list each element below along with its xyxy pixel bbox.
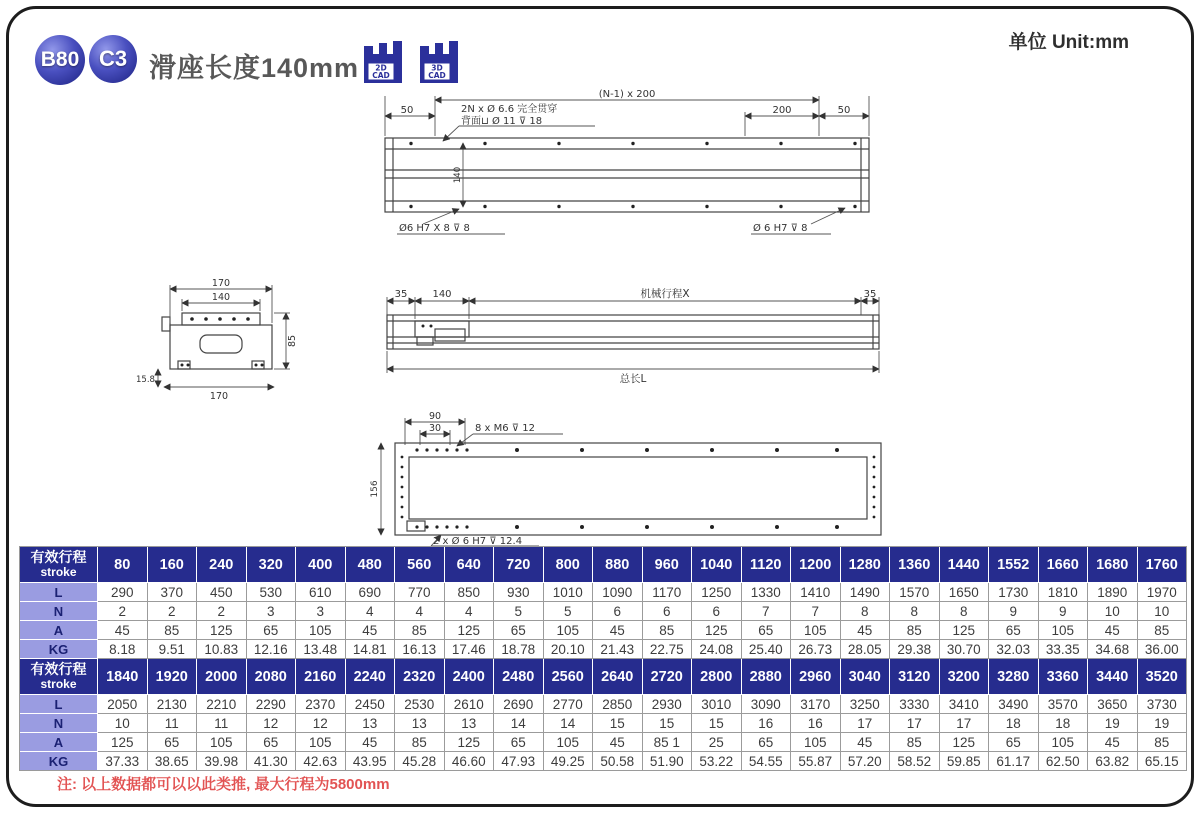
svg-text:2D: 2D (375, 63, 387, 73)
stroke-value-cell: 3200 (939, 659, 989, 695)
dim-30: 30 (428, 423, 442, 434)
data-cell: 9 (989, 602, 1039, 621)
data-cell: 450 (197, 583, 247, 602)
data-cell: 530 (246, 583, 296, 602)
data-cell: 2770 (543, 695, 593, 714)
data-cell: 85 (642, 621, 692, 640)
pin-callout: 2 x Ø 6 H7 ⊽ 12.4 (433, 536, 523, 547)
stroke-value-cell: 480 (345, 547, 395, 583)
stroke-value-cell: 1552 (989, 547, 1039, 583)
hole-callout-line1: 2N x Ø 6.6 完全贯穿 (461, 104, 558, 115)
row-label-l: L (20, 695, 98, 714)
stroke-value-cell: 1200 (791, 547, 841, 583)
data-cell: 125 (197, 621, 247, 640)
data-cell: 32.03 (989, 640, 1039, 659)
stroke-value-cell: 640 (444, 547, 494, 583)
stroke-value-cell: 1360 (890, 547, 940, 583)
data-cell: 3490 (989, 695, 1039, 714)
data-cell: 3330 (890, 695, 940, 714)
data-cell: 53.22 (692, 752, 742, 771)
stroke-value-cell: 2480 (494, 659, 544, 695)
data-cell: 59.85 (939, 752, 989, 771)
data-cell: 85 (147, 621, 197, 640)
data-cell: 18 (1038, 714, 1088, 733)
dim-85: 85 (287, 334, 298, 348)
data-cell: 3650 (1088, 695, 1138, 714)
right-hole-spec: Ø 6 H7 ⊽ 8 (753, 223, 808, 234)
data-cell: 370 (147, 583, 197, 602)
dim-35-left: 35 (394, 289, 408, 300)
data-cell: 45 (1088, 733, 1138, 752)
data-cell: 3730 (1137, 695, 1187, 714)
data-cell: 51.90 (642, 752, 692, 771)
data-cell: 15 (593, 714, 643, 733)
data-cell: 11 (147, 714, 197, 733)
data-cell: 39.98 (197, 752, 247, 771)
datasheet-page (6, 6, 1194, 807)
dim-140: 140 (211, 292, 231, 303)
data-cell: 62.50 (1038, 752, 1088, 771)
data-cell: 85 (1137, 621, 1187, 640)
data-cell: 2850 (593, 695, 643, 714)
data-cell: 33.35 (1038, 640, 1088, 659)
data-cell: 125 (692, 621, 742, 640)
data-cell: 690 (345, 583, 395, 602)
data-cell: 85 (890, 733, 940, 752)
data-cell: 25 (692, 733, 742, 752)
stroke-value-cell: 2160 (296, 659, 346, 695)
data-cell: 12 (246, 714, 296, 733)
stroke-value-cell: 1680 (1088, 547, 1138, 583)
data-cell: 45 (840, 733, 890, 752)
dim-90: 90 (428, 411, 442, 422)
data-cell: 25.40 (741, 640, 791, 659)
data-cell: 125 (98, 733, 148, 752)
stroke-value-cell: 1840 (98, 659, 148, 695)
data-cell: 12.16 (246, 640, 296, 659)
data-cell: 125 (444, 733, 494, 752)
stroke-row-header: 有效行程 stroke (20, 547, 98, 583)
data-cell: 65 (494, 621, 544, 640)
data-cell: 10 (1137, 602, 1187, 621)
unit-label: 单位 Unit:mm (1008, 32, 1129, 53)
row-label-a: A (20, 733, 98, 752)
stroke-value-cell: 2000 (197, 659, 247, 695)
data-cell: 17.46 (444, 640, 494, 659)
data-cell: 20.10 (543, 640, 593, 659)
dim-156: 156 (370, 480, 380, 498)
data-cell: 30.70 (939, 640, 989, 659)
cad-2d-download-button[interactable] (361, 39, 405, 85)
data-cell: 65 (246, 621, 296, 640)
data-cell: 1730 (989, 583, 1039, 602)
data-cell: 105 (791, 733, 841, 752)
data-cell: 3010 (692, 695, 742, 714)
data-cell: 1970 (1137, 583, 1187, 602)
data-cell: 4 (444, 602, 494, 621)
stroke-value-cell: 400 (296, 547, 346, 583)
row-label-n: N (20, 602, 98, 621)
data-cell: 6 (642, 602, 692, 621)
data-cell: 18 (989, 714, 1039, 733)
data-cell: 8 (939, 602, 989, 621)
data-cell: 105 (197, 733, 247, 752)
data-cell: 15 (692, 714, 742, 733)
data-cell: 3570 (1038, 695, 1088, 714)
data-cell: 6 (593, 602, 643, 621)
data-cell: 2290 (246, 695, 296, 714)
data-cell: 1170 (642, 583, 692, 602)
data-cell: 65 (246, 733, 296, 752)
drawing-section-view (134, 273, 324, 401)
data-cell: 45 (593, 733, 643, 752)
total-length-label: 总长L (619, 373, 647, 385)
data-cell: 46.60 (444, 752, 494, 771)
data-cell: 105 (543, 621, 593, 640)
dim-span: (N-1) x 200 (598, 89, 656, 100)
stroke-value-cell: 960 (642, 547, 692, 583)
drawing-side-view (377, 281, 889, 385)
data-cell: 9 (1038, 602, 1088, 621)
data-cell: 16 (741, 714, 791, 733)
data-cell: 65 (989, 621, 1039, 640)
data-cell: 1330 (741, 583, 791, 602)
data-cell: 105 (296, 733, 346, 752)
data-cell: 1090 (593, 583, 643, 602)
drawing-top-view (363, 86, 883, 238)
svg-text:CAD: CAD (372, 71, 390, 80)
data-cell: 3090 (741, 695, 791, 714)
stroke-value-cell: 2240 (345, 659, 395, 695)
dim-200: 200 (772, 105, 792, 116)
data-cell: 13.48 (296, 640, 346, 659)
row-label-kg: KG (20, 640, 98, 659)
data-cell: 105 (543, 733, 593, 752)
data-cell: 63.82 (1088, 752, 1138, 771)
stroke-value-cell: 2880 (741, 659, 791, 695)
data-cell: 16 (791, 714, 841, 733)
stroke-value-cell: 1280 (840, 547, 890, 583)
data-cell: 290 (98, 583, 148, 602)
stroke-value-cell: 240 (197, 547, 247, 583)
left-hole-spec: Ø6 H7 X 8 ⊽ 8 (399, 223, 470, 234)
data-cell: 10 (98, 714, 148, 733)
stroke-value-cell: 720 (494, 547, 544, 583)
data-cell: 58.52 (890, 752, 940, 771)
data-cell: 2370 (296, 695, 346, 714)
row-label-a: A (20, 621, 98, 640)
data-cell: 45.28 (395, 752, 445, 771)
page-title: 滑座长度140mm (149, 53, 360, 83)
dim-170-bottom: 170 (209, 391, 229, 401)
cad-3d-download-button[interactable] (417, 39, 461, 85)
data-cell: 10 (1088, 602, 1138, 621)
data-cell: 41.30 (246, 752, 296, 771)
data-cell: 15 (642, 714, 692, 733)
data-cell: 19 (1088, 714, 1138, 733)
data-cell: 1570 (890, 583, 940, 602)
data-cell: 3250 (840, 695, 890, 714)
data-cell: 14 (494, 714, 544, 733)
data-cell: 16.13 (395, 640, 445, 659)
data-cell: 85 (395, 621, 445, 640)
data-cell: 850 (444, 583, 494, 602)
data-cell: 14.81 (345, 640, 395, 659)
data-cell: 770 (395, 583, 445, 602)
data-cell: 2130 (147, 695, 197, 714)
stroke-value-cell: 800 (543, 547, 593, 583)
data-cell: 125 (444, 621, 494, 640)
data-cell: 42.63 (296, 752, 346, 771)
data-cell: 8 (840, 602, 890, 621)
stroke-value-cell: 3280 (989, 659, 1039, 695)
data-cell: 610 (296, 583, 346, 602)
data-cell: 2050 (98, 695, 148, 714)
stroke-value-cell: 3520 (1137, 659, 1187, 695)
cad-2d-icon (361, 39, 405, 85)
stroke-value-cell: 560 (395, 547, 445, 583)
data-cell: 105 (296, 621, 346, 640)
data-cell: 3 (246, 602, 296, 621)
data-cell: 2530 (395, 695, 445, 714)
data-cell: 1010 (543, 583, 593, 602)
data-cell: 17 (840, 714, 890, 733)
data-cell: 85 1 (642, 733, 692, 752)
data-cell: 45 (345, 733, 395, 752)
data-cell: 85 (395, 733, 445, 752)
data-cell: 34.68 (1088, 640, 1138, 659)
data-cell: 24.08 (692, 640, 742, 659)
stroke-value-cell: 1440 (939, 547, 989, 583)
stroke-value-cell: 2640 (593, 659, 643, 695)
mechanical-stroke-label: 机械行程X (640, 288, 690, 300)
dim-140-carriage: 140 (432, 289, 452, 300)
data-cell: 2 (147, 602, 197, 621)
stroke-value-cell: 2800 (692, 659, 742, 695)
data-cell: 3170 (791, 695, 841, 714)
row-label-l: L (20, 583, 98, 602)
data-cell: 125 (939, 733, 989, 752)
data-cell: 45 (98, 621, 148, 640)
data-cell: 2 (197, 602, 247, 621)
stroke-value-cell: 2560 (543, 659, 593, 695)
data-cell: 4 (345, 602, 395, 621)
stroke-value-cell: 2960 (791, 659, 841, 695)
data-cell: 21.43 (593, 640, 643, 659)
data-cell: 11 (197, 714, 247, 733)
data-cell: 17 (890, 714, 940, 733)
stroke-spec-table (19, 546, 1187, 771)
data-cell: 12 (296, 714, 346, 733)
svg-text:3D: 3D (431, 63, 443, 73)
data-cell: 85 (1137, 733, 1187, 752)
drawing-bottom-view (367, 411, 895, 551)
data-cell: 55.87 (791, 752, 841, 771)
data-cell: 1810 (1038, 583, 1088, 602)
data-cell: 18.78 (494, 640, 544, 659)
data-cell: 6 (692, 602, 742, 621)
data-cell: 65 (741, 621, 791, 640)
svg-text:CAD: CAD (428, 71, 446, 80)
footnote: 注: 以上数据都可以以此类推, 最大行程为5800mm (57, 776, 390, 793)
model-badge-b80: B80 (35, 35, 85, 85)
data-cell: 22.75 (642, 640, 692, 659)
data-cell: 13 (345, 714, 395, 733)
data-cell: 28.05 (840, 640, 890, 659)
data-cell: 2450 (345, 695, 395, 714)
data-cell: 65 (741, 733, 791, 752)
row-label-kg: KG (20, 752, 98, 771)
stroke-value-cell: 1760 (1137, 547, 1187, 583)
stroke-value-cell: 1920 (147, 659, 197, 695)
stroke-value-cell: 3120 (890, 659, 940, 695)
data-cell: 1490 (840, 583, 890, 602)
stroke-row-header: 有效行程 stroke (20, 659, 98, 695)
data-cell: 65 (147, 733, 197, 752)
data-cell: 37.33 (98, 752, 148, 771)
data-cell: 8 (890, 602, 940, 621)
stroke-value-cell: 2720 (642, 659, 692, 695)
row-label-n: N (20, 714, 98, 733)
dim-170-top: 170 (211, 278, 231, 289)
data-cell: 105 (1038, 621, 1088, 640)
dim-140-vertical: 140 (453, 166, 463, 184)
data-cell: 2690 (494, 695, 544, 714)
data-cell: 8.18 (98, 640, 148, 659)
data-cell: 1250 (692, 583, 742, 602)
data-cell: 45 (593, 621, 643, 640)
data-cell: 47.93 (494, 752, 544, 771)
data-cell: 45 (345, 621, 395, 640)
data-cell: 7 (741, 602, 791, 621)
data-cell: 5 (543, 602, 593, 621)
stroke-value-cell: 2400 (444, 659, 494, 695)
data-cell: 125 (939, 621, 989, 640)
data-cell: 54.55 (741, 752, 791, 771)
data-cell: 7 (791, 602, 841, 621)
data-cell: 9.51 (147, 640, 197, 659)
stroke-value-cell: 320 (246, 547, 296, 583)
dim-50-left: 50 (400, 105, 414, 116)
data-cell: 57.20 (840, 752, 890, 771)
data-cell: 1890 (1088, 583, 1138, 602)
stroke-value-cell: 880 (593, 547, 643, 583)
data-cell: 45 (840, 621, 890, 640)
data-cell: 2610 (444, 695, 494, 714)
data-cell: 14 (543, 714, 593, 733)
data-cell: 105 (1038, 733, 1088, 752)
data-cell: 1410 (791, 583, 841, 602)
data-cell: 85 (890, 621, 940, 640)
data-cell: 3410 (939, 695, 989, 714)
dim-15-8: 15.8 (136, 375, 155, 385)
data-cell: 45 (1088, 621, 1138, 640)
data-cell: 5 (494, 602, 544, 621)
stroke-value-cell: 1660 (1038, 547, 1088, 583)
data-cell: 65.15 (1137, 752, 1187, 771)
data-cell: 2 (98, 602, 148, 621)
data-cell: 17 (939, 714, 989, 733)
data-cell: 930 (494, 583, 544, 602)
stroke-value-cell: 3040 (840, 659, 890, 695)
data-cell: 105 (791, 621, 841, 640)
data-cell: 1650 (939, 583, 989, 602)
data-cell: 13 (444, 714, 494, 733)
dim-35-right: 35 (863, 289, 877, 300)
data-cell: 26.73 (791, 640, 841, 659)
data-cell: 65 (989, 733, 1039, 752)
series-badge-c3: C3 (89, 35, 137, 83)
data-cell: 3 (296, 602, 346, 621)
data-cell: 2210 (197, 695, 247, 714)
data-cell: 2930 (642, 695, 692, 714)
data-cell: 43.95 (345, 752, 395, 771)
stroke-value-cell: 80 (98, 547, 148, 583)
data-cell: 61.17 (989, 752, 1039, 771)
stroke-value-cell: 160 (147, 547, 197, 583)
data-cell: 38.65 (147, 752, 197, 771)
stroke-value-cell: 3360 (1038, 659, 1088, 695)
data-cell: 29.38 (890, 640, 940, 659)
hole-pattern-dots (409, 142, 856, 208)
hole-callout-line2: 背面⊔ Ø 11 ⊽ 18 (461, 116, 543, 127)
data-cell: 19 (1137, 714, 1187, 733)
data-cell: 65 (494, 733, 544, 752)
stroke-value-cell: 2080 (246, 659, 296, 695)
data-cell: 13 (395, 714, 445, 733)
cad-3d-icon (417, 39, 461, 85)
stroke-value-cell: 1040 (692, 547, 742, 583)
stroke-value-cell: 2320 (395, 659, 445, 695)
data-cell: 49.25 (543, 752, 593, 771)
stroke-value-cell: 1120 (741, 547, 791, 583)
data-cell: 50.58 (593, 752, 643, 771)
data-cell: 36.00 (1137, 640, 1187, 659)
stroke-value-cell: 3440 (1088, 659, 1138, 695)
data-cell: 10.83 (197, 640, 247, 659)
data-cell: 4 (395, 602, 445, 621)
dim-50-right: 50 (837, 105, 851, 116)
tap-callout: 8 x M6 ⊽ 12 (475, 423, 536, 434)
